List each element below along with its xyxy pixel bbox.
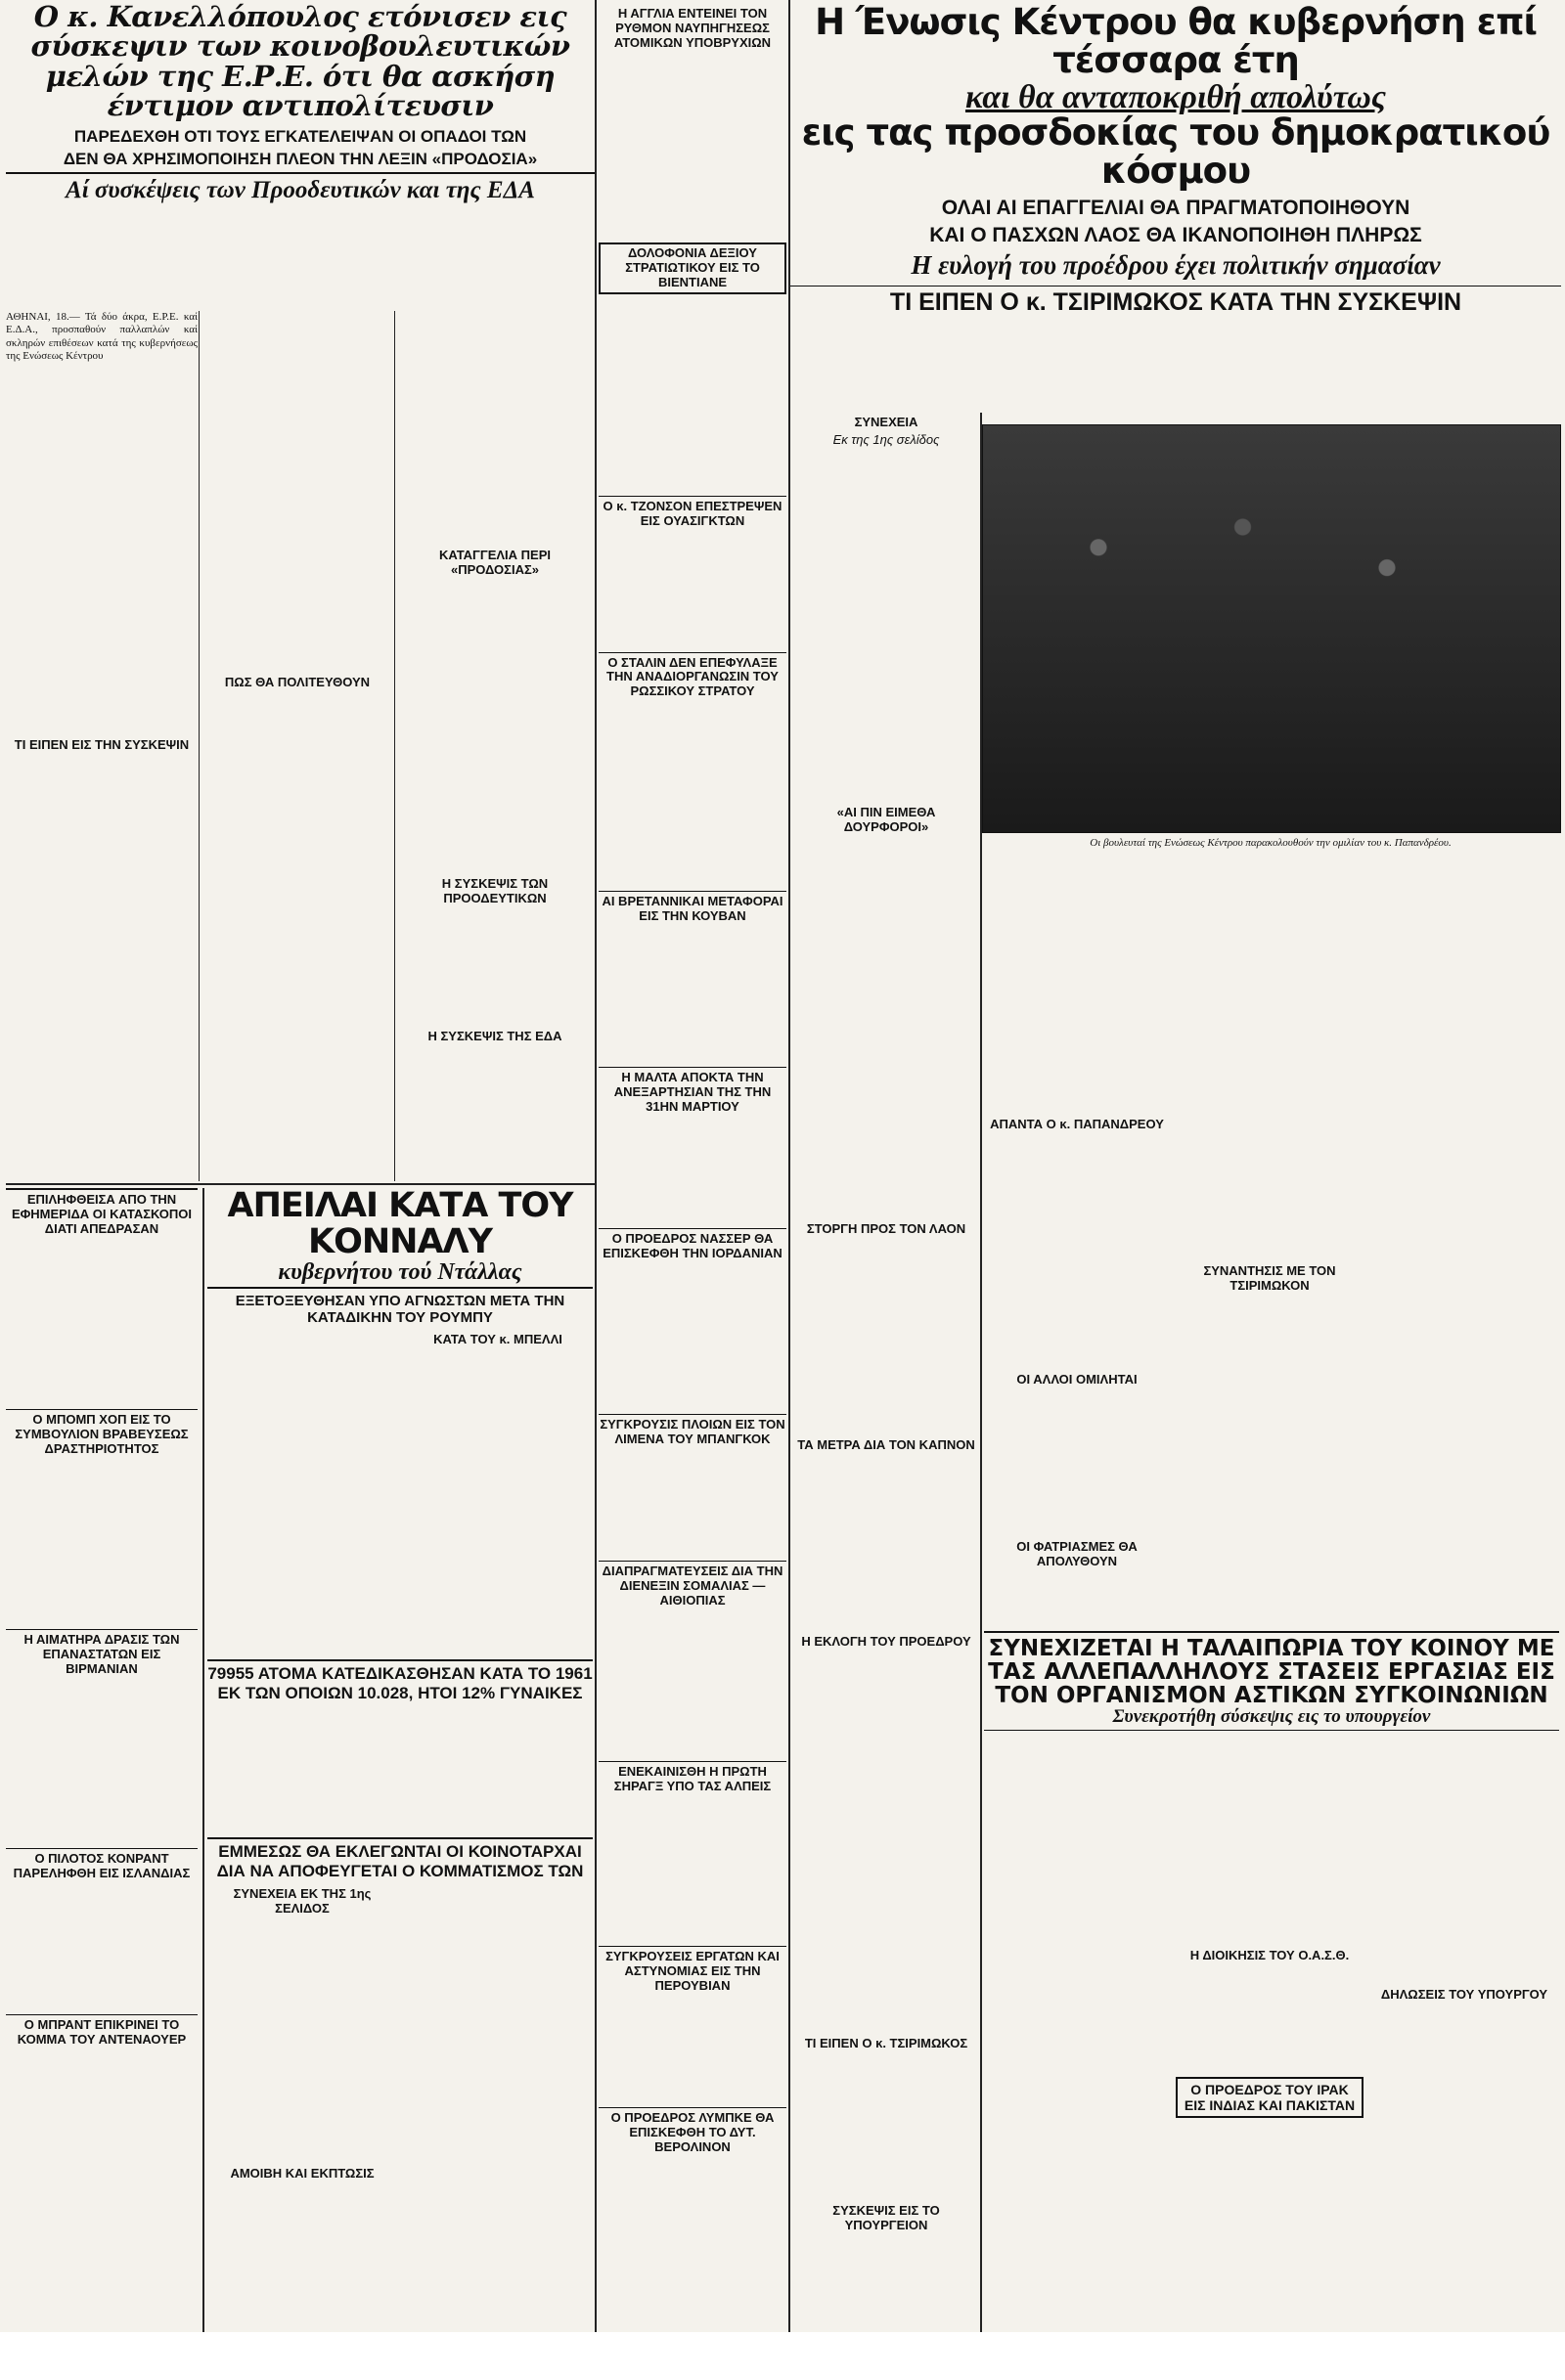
article-text [794,838,978,1219]
section-kata-mpelli: ΚΑΤΑ ΤΟΥ κ. ΜΠΕΛΛΙ [433,1332,562,1347]
article-text [599,1997,786,2104]
column-rule [199,311,200,1181]
headline-connally-sub: κυβερνήτου τού Ντάλλας [207,1260,593,1289]
article-text [1369,2005,1559,2328]
right-col-1 [794,413,978,1887]
section-pos-tha: ΠΩΣ ΘΑ ΠΟΛΙΤΕΥΘΟΥΝ [224,675,371,689]
column-rule [788,0,790,2332]
headline-kanellopoulos: Ο κ. Κανελλόπουλος ετόνισεν εις σύσκεψιν των κοινοβουλευτικών μελών της Ε.Ρ.Ε. ότι θα ασκήση έντιμον αντιπολίτευσιν [30,0,570,123]
article-text [1369,1750,1559,1985]
connally-article [207,1188,593,2380]
article-text [397,909,593,1027]
right-col-3 [1176,860,1364,1609]
headline-koinotarches: ΕΜΜΕΣΩΣ ΘΑ ΕΚΛΕΓΩΝΤΑΙ ΟΙ ΚΟΙΝΟΤΑΡΧΑΙ ΔΙΑ ΝΑ ΑΠΟΦΕΥΓΕΤΑΙ Ο ΚΟΜΜΑΤΙΣΜΟΣ ΤΩΝ [207,1837,593,1880]
article-text [599,1118,786,1225]
right-col-1-lower [794,2034,978,2354]
box-iraq-president: Ο ΠΡΟΕΔΡΟΣ ΤΟΥ ΙΡΑΚ ΕΙΣ ΙΝΔΙΑΣ ΚΑΙ ΠΑΚΙΣΤΑΝ [1176,2077,1364,2118]
article-text [201,311,393,673]
section-rule [6,1183,595,1185]
section-dioikisis: Η ΔΙΟΙΚΗΣΙΣ ΤΟΥ Ο.Α.Σ.Θ. [1189,1948,1350,1962]
strike-col-1 [984,1750,1170,2327]
article-text [984,1750,1170,2327]
article-text [403,1884,593,2373]
article-text [599,702,786,888]
headline-enosis-2: και θα ανταποκριθή απολύτως [964,78,1387,115]
article-text [1176,1750,1364,1946]
left-col-2 [201,311,393,1179]
brief-johnson: Ο κ. ΤΖΟΝΣΟΝ ΕΠΕΣΤΡΕΨΕΝ ΕΙΣ ΟΥΑΣΙΓΚΤΩΝ [599,496,786,529]
article-text [6,1460,198,1626]
section-eda: Η ΣΥΣΚΕΨΙΣ ΤΗΣ ΕΔΑ [427,1028,562,1043]
left-section [6,0,595,207]
right-section [790,1,1561,321]
brief-brandt: Ο ΜΠΡΑΝΤ ΕΠΙΚΡΙΝΕΙ ΤΟ ΚΟΜΜΑ ΤΟΥ ΑΝΤΕΝΑΟΥΕΡ [6,2014,198,2048]
article-text [201,693,393,1163]
article-text [794,2236,978,2354]
headline-enosis-3: εις τας προσδοκίας του δημοκρατικού κόσμου [801,111,1550,193]
brief-spies: ΕΠΙΛΗΦΘΕΙΣΑ ΑΠΟ ΤΗΝ ΕΦΗΜΕΡΙΔΑ ΟΙ ΚΑΤΑΣΚΟΠΟΙ ΔΙΑΤΙ ΑΠΕΔΡΑΣΑΝ [11,1192,193,1236]
section-dorifori: «ΑΙ ΠΙΝ ΕΙΜΕΘΑ ΔΟΥΡΦΟΡΟΙ» [836,804,936,834]
article-text [207,2184,397,2380]
article-text [1176,2121,1364,2316]
brief-cuba: ΑΙ ΒΡΕΤΑΝΝΙΚΑΙ ΜΕΤΑΦΟΡΑΙ ΕΙΣ ΤΗΝ ΚΟΥΒΑΝ [599,891,786,924]
column-rule [595,0,597,2332]
brief-burma: Η ΑΙΜΑΤΗΡΑ ΔΡΑΣΙΣ ΤΩΝ ΕΠΑΝΑΣΤΑΤΩΝ ΕΙΣ ΒΙΡΜΑΝΙΑΝ [6,1629,198,1677]
article-text [794,1653,978,1887]
headline-president: Η ευλογή του προέδρου έχει πολιτικήν σημασίαν [911,250,1441,281]
article-text [6,756,198,1196]
brief-bob-hope: Ο ΜΠΟΜΠ ΧΟΠ ΕΙΣ ΤΟ ΣΥΜΒΟΥΛΙΟΝ ΒΡΑΒΕΥΣΕΩΣ ΔΡΑΣΤΗΡΙΟΤΗΤΟΣ [6,1409,198,1457]
strike-article [984,1631,1559,1731]
article-text [984,860,1170,1115]
section-kapnos: ΤΑ ΜΕΤΡΑ ΔΙΑ ΤΟΝ ΚΑΠΝΟΝ [797,1436,975,1452]
headline-convictions: 79955 ΑΤΟΜΑ ΚΑΤΕΔΙΚΑΣΘΗΣΑΝ ΚΑΤΑ ΤΟ 1961 ΕΚ ΤΩΝ ΟΠΟΙΩΝ 10.028, ΗΤΟΙ 12% ΓΥΝΑΙΚΕΣ [207,1659,593,1702]
section-papandreou: ΑΠΑΝΤΑ Ο κ. ΠΑΠΑΝΔΡΕΟΥ [990,1117,1164,1131]
section-amoivi: ΑΜΟΙΒΗ ΚΑΙ ΕΚΠΤΩΣΙΣ [230,2166,375,2182]
article-text [1176,860,1364,1261]
dateline-athens: ΑΘΗΝΑΙ, 18.— Τά δύο άκρα, Ε.Ρ.Ε. καί Ε.Δ.Α., προσπαθούν παλλαπλών καί σκληρών επιθέσεων κατά της κυβερνήσεως της Ενώσεως Κέντρου [6,311,198,363]
article-text [1176,1966,1364,2074]
section-proodeftikoi: Η ΣΥΣΚΕΨΙΣ ΤΩΝ ΠΡΟΟΔΕΥΤΙΚΩΝ [441,875,549,905]
headline-strike: ΣΥΝΕΧΙΖΕΤΑΙ Η ΤΑΛΑΙΠΩΡΙΑ ΤΟΥ ΚΟΙΝΟΥ ΜΕ ΤΑΣ ΑΛΛΕΠΑΛΛΗΛΟΥΣ ΣΤΑΣΕΙΣ ΕΡΓΑΣΙΑΣ ΕΙΣ ΤΟΝ ΟΡΓΑΝΙΣΜΟΝ ΑΣΤΙΚΩΝ ΣΥΓΚΟΙΝΩΝΙΩΝ [988,1636,1555,1709]
section-diloseis: ΔΗΛΩΣΕΙΣ ΤΟΥ ΥΠΟΥΡΓΟΥ [1380,1987,1548,2002]
headline-connally: ΑΠΕΙΛΑΙ ΚΑΤΑ ΤΟΥ ΚΟΝΝΑΛΥ [227,1186,573,1261]
subhead-promises: ΟΛΑΙ ΑΙ ΕΠΑΓΓΕΛΙΑΙ ΘΑ ΠΡΑΓΜΑΤΟΠΟΙΗΘΟΥΝ [941,197,1410,220]
brief-luebke: Ο ΠΡΟΕΔΡΟΣ ΛΥΜΠΚΕ ΘΑ ΕΠΙΣΚΕΦΘΗ ΤΟ ΔΥΤ. ΒΕΡΟΛΙΝΟΝ [599,2107,786,2155]
article-text [794,451,978,803]
left-col-3 [397,311,593,1179]
article-text [599,1450,786,1558]
article-text [6,364,198,735]
right-col-2 [984,860,1170,1641]
section-alloi: ΟΙ ΑΛΛΟΙ ΟΜΙΛΗΤΑΙ [1016,1371,1138,1387]
article-text [397,1047,593,1194]
continued-from: Εκ της 1ης σελίδος [832,431,940,447]
article-text [599,532,786,649]
strike-col-2 [1176,1750,1364,2316]
article-text [984,1135,1170,1370]
article-text [397,311,593,546]
brief-uk-submarines: Η ΑΓΓΛΙΑ ΕΝΤΕΙΝΕΙ ΤΟΝ ΡΥΘΜΟΝ ΝΑΥΠΗΓΗΣΕΩΣ ΑΤΟΜΙΚΩΝ ΥΠΟΒΡΥΧΙΩΝ [613,6,772,50]
article-text [6,1240,198,1406]
headline-enosis: Η Ένωσις Κέντρου θα κυβερνήση επί τέσσαρα έτη [815,1,1537,81]
brief-alps-tunnel: ΕΝΕΚΑΙΝΙΣΘΗ Η ΠΡΩΤΗ ΣΗΡΑΓΞ ΥΠΟ ΤΑΣ ΑΛΠΕΙΣ [599,1761,786,1794]
section-ti-eipen: ΤΙ ΕΙΠΕΝ ΕΙΣ ΤΗΝ ΣΥΣΚΕΨΙΝ [14,736,190,752]
article-text [1369,860,1559,1604]
right-col-4 [1369,860,1559,1604]
article-text [599,1264,786,1411]
article-text [6,1679,198,1845]
article-text [794,1456,978,1632]
article-text [599,927,786,1064]
brief-bangkok: ΣΥΓΚΡΟΥΣΙΣ ΠΛΟΙΩΝ ΕΙΣ ΤΟΝ ΛΙΜΕΝΑ ΤΟΥ ΜΠΑΝΓΚΟΚ [599,1414,786,1447]
article-text [403,1706,593,1833]
subhead-2: ΔΕΝ ΘΑ ΧΡΗΣΙΜΟΠΟΙΗΣΗ ΠΛΕΟΝ ΤΗΝ ΛΕΞΙΝ «ΠΡΟΔΟΣΙΑ» [6,150,595,174]
left-briefs [6,1188,198,2329]
strike-col-3 [1369,1750,1559,2328]
article-text [207,1919,397,2164]
brief-vientiane: ΔΟΛΟΦΟΝΙΑ ΔΕΞΙΟΥ ΣΤΡΑΤΙΩΤΙΚΟΥ ΕΙΣ ΤΟ ΒΙΕΝΤΙΑΝΕ [599,242,786,294]
article-text [794,1240,978,1435]
section-syskepsis-ypourgeio: ΣΥΣΚΕΨΙΣ ΕΙΣ ΤΟ ΥΠΟΥΡΓΕΙΟΝ [832,2202,940,2232]
article-text [6,1884,198,2011]
column-rule [980,413,982,2332]
article-text [599,1796,786,1943]
brief-somalia: ΔΙΑΠΡΑΓΜΑΤΕΥΣΕΙΣ ΔΙΑ ΤΗΝ ΔΙΕΝΕΞΙΝ ΣΟΜΑΛΙΑΣ — ΑΙΘΙΟΠΙΑΣ [599,1561,786,1609]
column-rule [202,1188,204,2332]
article-text [1176,1297,1364,1609]
article-text [403,1350,593,1655]
column-rule [394,311,395,1181]
section-eklogi: Η ΕΚΛΟΓΗ ΤΟΥ ΠΡΟΕΔΡΟΥ [801,1633,971,1649]
section-storgi: ΣΤΟΡΓΗ ΠΡΟΣ ΤΟΝ ΛΑΟΝ [806,1220,966,1236]
headline-strike-sub: Συνεκροτήθη σύσκεψις εις το υπουργείον [984,1707,1559,1731]
article-text [599,54,786,240]
left-col-1 [6,311,198,1179]
brief-malta: Η ΜΑΛΤΑ ΑΠΟΚΤΑ ΤΗΝ ΑΝΕΞΑΡΤΗΣΙΑΝ ΤΗΣ ΤΗΝ 31ΗΝ ΜΑΡΤΙΟΥ [599,1067,786,1115]
section-synantisis: ΣΥΝΑΝΤΗΣΙΣ ΜΕ ΤΟΝ ΤΣΙΡΙΜΩΚΟΝ [1203,1263,1336,1293]
continued-label: ΣΥΝΕΧΕΙΑ ΕΚ ΤΗΣ 1ης ΣΕΛΙΔΟΣ [233,1886,372,1917]
continued-label: ΣΥΝΕΧΕΙΑ [854,415,918,429]
brief-stalin: Ο ΣΤΑΛΙΝ ΔΕΝ ΕΠΕΦΥΛΑΞΕ ΤΗΝ ΑΝΑΔΙΟΡΓΑΝΩΣΙΝ ΤΟΥ ΡΩΣΣΙΚΟΥ ΣΤΡΑΤΟΥ [599,652,786,700]
brief-peru: ΣΥΓΚΡΟΥΣΕΙΣ ΕΡΓΑΤΩΝ ΚΑΙ ΑΣΤΥΝΟΜΙΑΣ ΕΙΣ ΤΗΝ ΠΕΡΟΥΒΙΑΝ [599,1946,786,1994]
article-text [599,2158,786,2305]
article-text [207,1330,397,1653]
section-ti-eipen-tsirimokos: ΤΙ ΕΙΠΕΝ Ο κ. ΤΣΙΡΙΜΩΚΟΣ [804,2036,968,2050]
subhead-connally: ΕΞΕΤΟΞΕΥΘΗΣΑΝ ΥΠΟ ΑΓΝΩΣΤΩΝ ΜΕΤΑ ΤΗΝ ΚΑΤΑΔΙΚΗΝ ΤΟΥ ΡΟΥΜΠΥ [235,1292,565,1326]
headline-tsirimokos: ΤΙ ΕΙΠΕΝ Ο κ. ΤΣΙΡΙΜΩΚΟΣ ΚΑΤΑ ΤΗΝ ΣΥΣΚΕΨΙΝ [790,286,1561,315]
brief-pilot: Ο ΠΙΛΟΤΟΣ ΚΟΝΡΑΝΤ ΠΑΡΕΛΗΦΘΗ ΕΙΣ ΙΣΛΑΝΔΙΑΣ [6,1848,198,1881]
subhead-people: ΚΑΙ Ο ΠΑΣΧΩΝ ΛΑΟΣ ΘΑ ΙΚΑΝΟΠΟΙΗΘΗ ΠΛΗΡΩΣ [929,224,1422,247]
article-text [794,2054,978,2201]
article-text [599,1611,786,1758]
subhead-1: ΠΑΡΕΔΕΧΘΗ ΟΤΙ ΤΟΥΣ ΕΓΚΑΤΕΛΕΙΨΑΝ ΟΙ ΟΠΑΔΟΙ ΤΩΝ [73,126,527,146]
section-katangelia: ΚΑΤΑΓΓΕΛΙΑ ΠΕΡΙ «ΠΡΟΔΟΣΙΑΣ» [439,548,551,577]
brief-nasser: Ο ΠΡΟΕΔΡΟΣ ΝΑΣΣΕΡ ΘΑ ΕΠΙΣΚΕΦΘΗ ΤΗΝ ΙΟΡΔΑΝΙΑΝ [599,1228,786,1261]
article-text [6,2050,198,2226]
photo-caption: Οι βουλευταί της Ενώσεως Κέντρου παρακολουθούν την ομιλίαν του κ. Παπανδρέου. [1090,837,1452,849]
middle-column [599,4,786,2326]
headline-progressive: Αί συσκέψεις των Προοδευτικών και της ΕΔΑ [66,176,535,203]
article-text [207,1706,397,1833]
article-text [984,1390,1170,1537]
photo-parliament-members [982,424,1561,833]
article-text [599,297,786,493]
section-fatriasmes: ΟΙ ΦΑΤΡΙΑΣΜΕΣ ΘΑ ΑΠΟΛΥΘΟΥΝ [1016,1538,1138,1568]
article-text [397,581,593,874]
